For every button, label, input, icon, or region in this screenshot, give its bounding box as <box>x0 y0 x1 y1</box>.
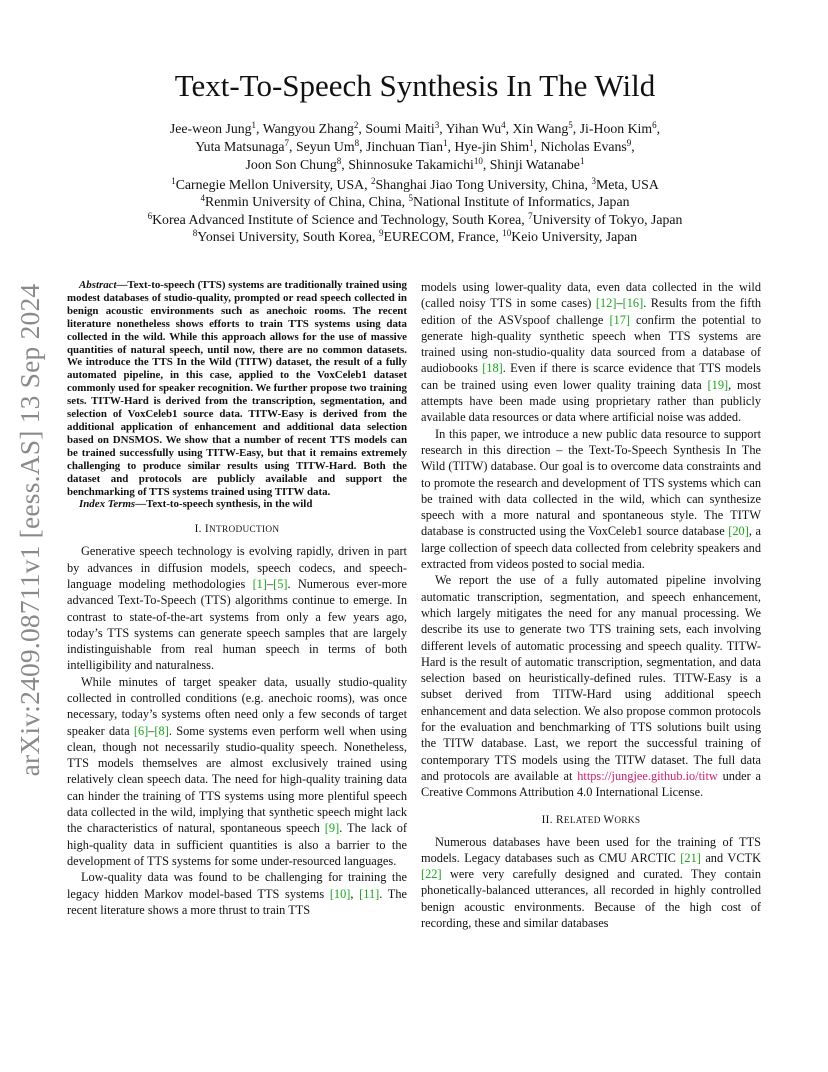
author-affiliation-mark: 4 <box>501 120 506 130</box>
author-line: Yuta Matsunaga$^7$, Seyun Um$^8$, Jinchuan Tian$^1$, Hye-jin Shim$^1$, Nicholas Evans$^9$, <box>195 138 635 155</box>
index-terms-text: —Text-to-speech synthesis, in the wild <box>135 498 313 511</box>
affiliation-line <box>70 193 760 210</box>
author-affiliation-mark: 5 <box>568 120 573 130</box>
intro-paragraph-4: models using lower-quality data, even data collected in the wild (called noisy TTS in some cases) [12]–[16]. Results from the fifth edition of the ASVspoof challenge [17] confirm the potential to generate high-quality synthetic speech when TTS systems are trained using non-studio-quality data sourced from a database of audiobooks [18]. Even if there is scarce evidence that TTS models can be trained using even lower quality training data [19], most attempts have been made using proprietary rather than publicly available data resources or data where artificial noise was added. <box>421 280 762 425</box>
affiliation-mark: 8 <box>192 227 198 238</box>
section-heading-related-works: II. RELATED WORKS <box>541 813 641 826</box>
author-name: Ji-Hoon Kim <box>579 121 653 136</box>
author-affiliation-mark: 6 <box>652 120 657 130</box>
affiliation-mark: 7 <box>528 210 533 221</box>
author-affiliation-mark: 1 <box>251 120 257 130</box>
citation-link[interactable]: [9] <box>324 821 340 836</box>
author-name: Yuta Matsunaga <box>195 139 285 155</box>
abstract-label: Abstract <box>79 279 117 291</box>
affiliation-mark: 4 <box>200 193 206 204</box>
citation-link[interactable]: [11] <box>359 886 380 901</box>
author-name: Nicholas Evans <box>540 139 627 155</box>
affiliation-name: Yonsei University, South Korea, <box>197 228 379 244</box>
author-list <box>70 120 760 175</box>
citation-link[interactable]: [16] <box>622 296 644 311</box>
author-name: Jee-weon Jung <box>169 121 252 136</box>
intro-paragraph-3: Low-quality data was found to be challenging for training the legacy hidden Markov model-based TTS systems [10], [11]. The recent literature shows a more thrust to train TTS <box>67 870 407 917</box>
author-affiliation-mark: 8 <box>336 156 342 167</box>
author-name: Wangyou Zhang <box>262 121 354 136</box>
author-affiliation-mark: 3 <box>434 120 440 130</box>
left-column <box>67 279 407 918</box>
author-affiliation-mark: 1 <box>579 156 585 167</box>
intro-paragraph-5: In this paper, we introduce a new public data resource to support research in this direction – the Text-To-Speech Synthesis In The Wild (TITW) database. Our goal is to overcome data constraints and to promote the research and development of TTS systems which can be trained with data collected in the wild, which can synthesize speech with a more natural and spontaneous style. The TITW database is constructed using the VoxCeleb1 source database [20], a large collection of speech data collected from celebrity speakers and extracted from videos posted to social media. <box>421 426 761 572</box>
affiliation-mark: 1 <box>171 176 176 186</box>
arxiv-side-stamp <box>8 283 52 777</box>
dataset-url-link[interactable]: https://jungjee.github.io/titw <box>577 768 718 783</box>
paper-title: Text-To-Speech Synthesis In The Wild <box>174 68 656 103</box>
right-column <box>421 279 761 931</box>
affiliation-line <box>70 176 760 193</box>
affiliation-name: Korea Advanced Institute of Science and Technology, South Korea, <box>152 211 529 227</box>
affiliation-name: Meta, USA <box>595 177 659 192</box>
author-affiliation-mark: 9 <box>626 138 632 149</box>
section-heading-introduction: I. INTRODUCTION <box>194 523 280 536</box>
index-terms-label: Index Terms <box>79 498 136 511</box>
author-affiliation-mark: 1 <box>529 138 534 149</box>
affiliation-line <box>70 228 760 245</box>
author-name: Seyun Um <box>295 139 355 155</box>
author-name: Shinnosuke Takamichi <box>348 157 474 173</box>
arxiv-identifier: arXiv:2409.08711v1 [eess.AS] 13 Sep 2024 <box>14 283 45 777</box>
citation-link[interactable]: [22] <box>421 867 442 882</box>
citation-link[interactable]: [18] <box>482 361 503 376</box>
index-terms <box>67 498 407 511</box>
author-name: Shinji Watanabe <box>489 157 580 173</box>
affiliation-line <box>70 211 760 228</box>
affiliation-name: Carnegie Mellon University, USA, <box>175 177 371 192</box>
citation-link[interactable]: [21] <box>680 850 701 865</box>
intro-paragraph-6: We report the use of a fully automated pipeline involving automatic transcription, segmentation, and speech enhancement, which largely mitigates the need for any manual processing. We describe its use to generate two TTS training sets, each involving different levels of automatic processing and speech quality. TITW-Hard is the result of automatic transcription, segmentation, and data selection based on heuristically-defined rules. TITW-Easy is a subset derived from TITW-Hard using additional speech enhancement and data selection. We also propose common protocols for the evaluation and benchmarking of TTS solutions built using the TITW database. Last, we report the successful training of contemporary TTS models using the TITW dataset. The full data and protocols are available at https://jungjee.github.io/titw under a Creative Commons Attribution 4.0 International License. <box>421 573 761 800</box>
affiliation-name: National Institute of Informatics, Japan <box>413 194 630 210</box>
citation-link[interactable]: [5] <box>273 576 288 591</box>
author-name: Jinchuan Tian <box>365 139 444 155</box>
author-affiliation-mark: 10 <box>473 156 483 167</box>
author-name: Hye-jin Shim <box>454 139 530 155</box>
author-name: Xin Wang <box>512 121 569 136</box>
citation-link[interactable]: [1] <box>252 576 267 591</box>
affiliation-mark: 10 <box>502 227 512 238</box>
affiliation-mark: 2 <box>371 176 376 186</box>
author-affiliation-mark: 1 <box>443 138 448 149</box>
affiliation-mark: 3 <box>591 176 596 186</box>
affiliation-name: Shanghai Jiao Tong University, China, <box>375 177 592 192</box>
affiliation-mark: 9 <box>378 227 384 238</box>
citation-link[interactable]: [6] <box>133 723 149 738</box>
citation-link[interactable]: [12] <box>595 296 617 311</box>
author-line: Joon Son Chung$^8$, Shinnosuke Takamichi$^{10}$, Shinji Watanabe$^1$ <box>245 156 585 173</box>
affiliation-name: Keio University, Japan <box>511 228 638 244</box>
affiliation-name: EURECOM, France, <box>383 228 503 244</box>
intro-paragraph-2: While minutes of target speaker data, usually studio-quality collected in controlled conditions (e.g. anechoic rooms), was once necessary, today’s systems often need only a few seconds of target speaker data [6]–[8]. Some systems even perform well when using clean, though not necessarily studio-quality speech. Nonetheless, TTS models themselves are almost exclusively trained using relatively clean speech data. The need for high-quality training data can hinder the training of TTS systems using more plentiful speech data collected in the wild, implying that synthetic speech might lack the characteristics of natural, spontaneous speech [9]. The lack of high-quality data in sufficient quantities is also a barrier to the development of TTS systems for some under-resourced languages. <box>67 674 408 868</box>
author-affiliation-mark: 8 <box>354 138 360 149</box>
affiliation-name: Renmin University of China, China, <box>205 194 409 210</box>
abstract <box>67 279 407 498</box>
citation-link[interactable]: [19] <box>707 377 729 392</box>
affiliation-mark: 6 <box>147 210 153 221</box>
affiliation-mark: 5 <box>408 193 413 204</box>
citation-link[interactable]: [10] <box>329 886 351 901</box>
abstract-text: —Text-to-speech (TTS) systems are traditionally trained using modest databases of studio-quality, prompted or read speech collected in benign acoustic environments such as anechoic rooms. The recent literature nonetheless shows efforts to train TTS systems using data collected in the wild. While this approach allows for the use of massive quantities of natural speech, until now, there are no common datasets. We introduce the TTS In the Wild (TITW) dataset, the result of a fully automated pipeline, in this case, applied to the VoxCeleb1 dataset commonly used for speaker recognition. We further propose two training sets. TITW-Hard is derived from the transcription, segmentation, and selection of VoxCeleb1 source data. TITW-Easy is derived from the additional application of enhancement and additional data selection based on DNSMOS. We show that a number of recent TTS models can be trained successfully using TITW-Easy, but that it remains extremely challenging to produce similar results using TITW-Hard. Both the dataset and protocols are publicly available and support the benchmarking of TTS systems trained using TITW data. <box>67 279 407 498</box>
affiliation-name: University of Tokyo, Japan <box>532 211 683 227</box>
author-name: Joon Son Chung <box>245 157 337 173</box>
intro-paragraph-1: Generative speech technology is evolving rapidly, driven in part by advances in diffusion models, speech codecs, and speech-language modeling methodologies [1]–[5]. Numerous ever-more advanced Text-To-Speech (TTS) algorithms continue to emerge. In contrast to state-of-the-art systems from only a few years ago, today’s TTS systems can generate speech samples that are largely indistinguishable from real human speech in terms of both intelligibility and naturalness. <box>67 544 407 673</box>
affiliation-list <box>70 176 760 245</box>
citation-link[interactable]: [8] <box>154 723 169 738</box>
author-name: Yihan Wu <box>445 121 502 136</box>
related-works-paragraph-1: Numerous databases have been used for the training of TTS models. Legacy databases such as CMU ARCTIC [21] and VCTK [22] were very carefully designed and curated. They contain phonetically-balanced utterances, all recorded in highly controlled benign acoustic environments. Because of the high cost of recording, these and similar databases <box>421 834 762 930</box>
author-affiliation-mark: 2 <box>353 120 359 130</box>
author-affiliation-mark: 7 <box>284 138 290 149</box>
author-line: Jee-weon Jung$^1$, Wangyou Zhang$^2$, Soumi Maiti$^3$, Yihan Wu$^4$, Xin Wang$^5$, Ji-Hoon Kim$^6$, <box>169 120 661 136</box>
author-name: Soumi Maiti <box>365 121 435 136</box>
citation-link[interactable]: [17] <box>609 312 631 327</box>
citation-link[interactable]: [20] <box>728 524 749 539</box>
